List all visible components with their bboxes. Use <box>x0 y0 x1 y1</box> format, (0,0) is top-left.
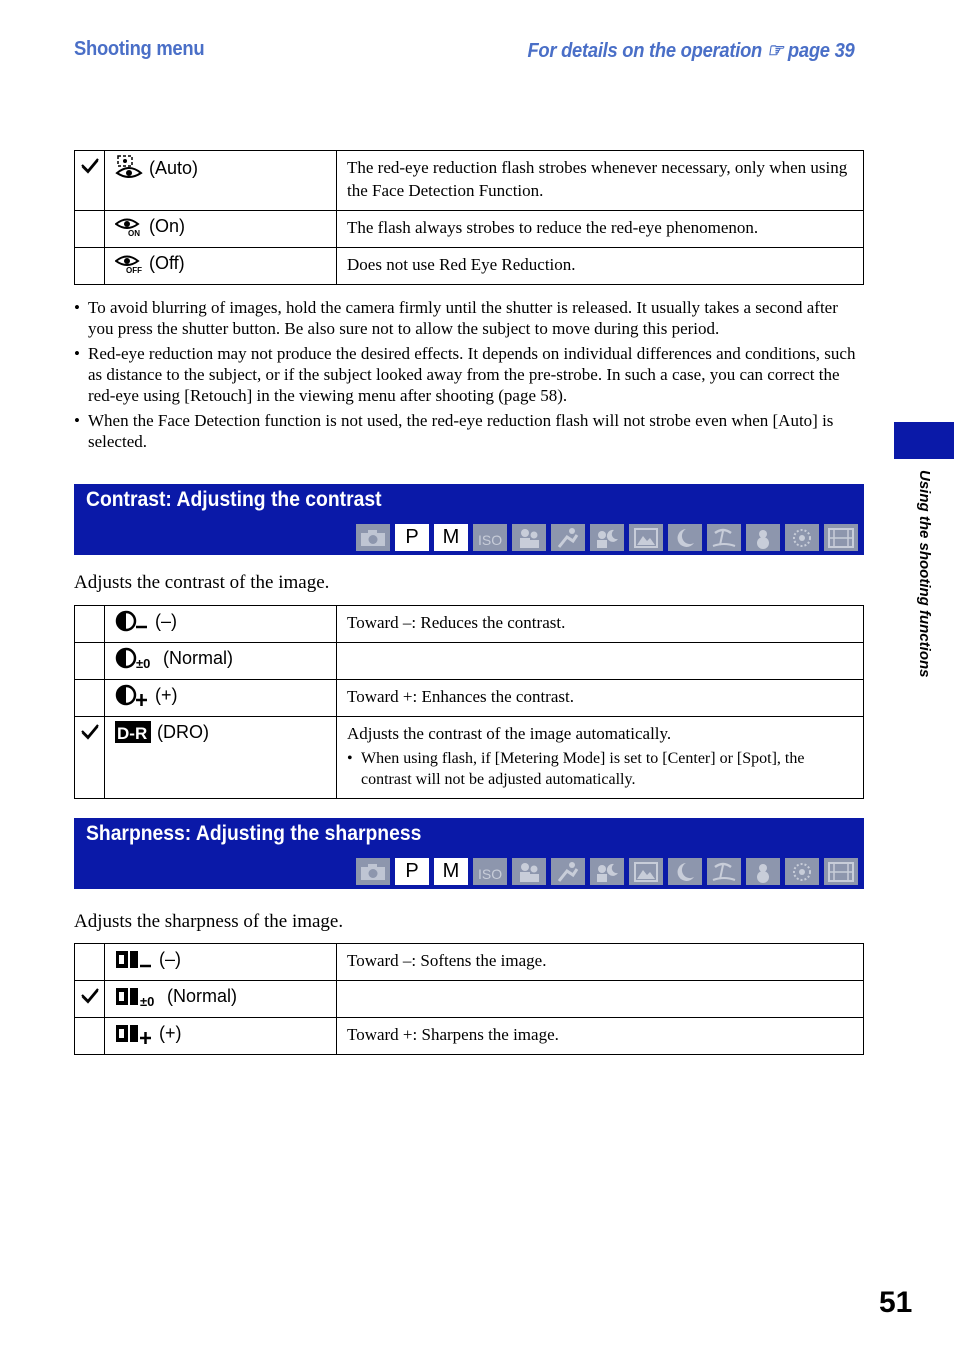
fireworks-icon <box>785 858 819 885</box>
option-label: (Normal) <box>163 648 233 668</box>
svg-text:ISO: ISO <box>478 865 503 882</box>
dro-icon <box>115 721 151 749</box>
contrast-intro: Adjusts the contrast of the image. <box>74 572 330 593</box>
program-mode-label: P <box>395 524 429 551</box>
manual-mode-label: M <box>434 858 468 885</box>
svg-text:±0: ±0 <box>140 994 155 1007</box>
details-page-link[interactable]: page 39 <box>788 40 855 62</box>
svg-text:OFF: OFF <box>126 266 142 274</box>
contrast-heading-band <box>74 484 864 555</box>
program-mode-label: P <box>395 858 429 885</box>
iso-icon <box>473 858 507 885</box>
table-row <box>75 717 864 799</box>
twilight-icon <box>668 524 702 551</box>
option-label: (+) <box>155 685 178 705</box>
default-check-cell <box>75 680 105 717</box>
red-eye-table <box>74 150 864 285</box>
table-row <box>75 1018 864 1055</box>
details-prefix: For details on the operation <box>527 40 763 62</box>
option-description: Toward +: Enhances the contrast. <box>337 680 864 717</box>
note-text: When the Face Detection function is not used, the red-eye reduction flash will not strobe even when [Auto] is selected. <box>88 411 834 451</box>
option-label-cell <box>105 680 337 717</box>
twilight-icon <box>668 858 702 885</box>
default-check-cell <box>75 1018 105 1055</box>
red-eye-auto-icon <box>115 155 143 185</box>
beach-icon <box>707 524 741 551</box>
option-label: (Normal) <box>167 986 237 1006</box>
beach-icon <box>707 858 741 885</box>
mode-availability-bar <box>356 858 858 885</box>
contrast-plus-icon <box>115 684 149 712</box>
option-description <box>337 643 864 680</box>
fireworks-icon <box>785 524 819 551</box>
svg-text:±0: ±0 <box>136 656 151 669</box>
option-label: (Auto) <box>149 158 199 178</box>
sharpness-plus-icon <box>115 1022 153 1050</box>
table-row <box>75 680 864 717</box>
red-eye-on-icon <box>115 215 143 243</box>
default-check-cell <box>75 606 105 643</box>
option-description: The red-eye reduction flash strobes whenever necessary, only when using the Face Detection Function. <box>337 151 864 211</box>
red-eye-off-icon <box>115 252 143 280</box>
contrast-minus-icon <box>115 610 149 638</box>
list-item: • To avoid blurring of images, hold the camera firmly until the shutter is released. It usually takes a second after you press the shutter button. Be also sure not to allow the subject to move during this period. <box>74 297 864 339</box>
default-check-cell <box>75 643 105 680</box>
sharpness-heading-band <box>74 818 864 889</box>
option-label: (–) <box>155 611 177 631</box>
dro-note-text: When using flash, if [Metering Mode] is set to [Center] or [Spot], the contrast will not be adjusted automatically. <box>361 750 805 788</box>
svg-text:D-R: D-R <box>117 724 148 743</box>
option-label-cell <box>105 981 337 1018</box>
sharpness-title: Sharpness: Adjusting the sharpness <box>86 822 422 845</box>
option-description: Toward +: Sharpens the image. <box>337 1018 864 1055</box>
check-mark-icon <box>80 157 100 181</box>
option-label-cell <box>105 151 337 211</box>
default-check-cell <box>75 981 105 1018</box>
option-label-cell <box>105 211 337 248</box>
landscape-icon <box>629 524 663 551</box>
option-description: Does not use Red Eye Reduction. <box>337 248 864 285</box>
option-label-cell <box>105 643 337 680</box>
mode-availability-bar <box>356 524 858 551</box>
iso-icon <box>473 524 507 551</box>
table-row <box>75 606 864 643</box>
check-mark-icon <box>80 987 100 1011</box>
option-description: Toward –: Softens the image. <box>337 944 864 981</box>
table-row <box>75 248 864 285</box>
option-description <box>337 981 864 1018</box>
contrast-title: Contrast: Adjusting the contrast <box>86 488 382 511</box>
table-row <box>75 211 864 248</box>
note-text: To avoid blurring of images, hold the camera firmly until the shutter is released. It usually takes a second after you press the shutter button. Be also sure not to allow the subject to move during this period. <box>88 298 838 338</box>
sports-icon <box>551 524 585 551</box>
option-description: The flash always strobes to reduce the red-eye phenomenon. <box>337 211 864 248</box>
soft-snap-icon <box>512 524 546 551</box>
snow-icon <box>746 524 780 551</box>
sidebar-section-label: Using the shooting functions <box>916 470 933 678</box>
svg-text:ISO: ISO <box>478 531 503 548</box>
table-row <box>75 981 864 1018</box>
table-row <box>75 643 864 680</box>
svg-text:ON: ON <box>128 229 140 237</box>
table-row <box>75 944 864 981</box>
option-label-cell <box>105 944 337 981</box>
sharpness-table <box>74 943 864 1055</box>
manual-mode-label: M <box>434 524 468 551</box>
sharpness-normal-icon <box>115 985 161 1013</box>
table-row <box>75 151 864 211</box>
twilight-portrait-icon <box>590 858 624 885</box>
default-check-cell <box>75 211 105 248</box>
twilight-portrait-icon <box>590 524 624 551</box>
dro-description: Adjusts the contrast of the image automatically. <box>347 724 672 743</box>
default-check-cell <box>75 944 105 981</box>
contrast-table <box>74 605 864 799</box>
landscape-icon <box>629 858 663 885</box>
pointing-hand-icon: ☞ <box>767 40 784 62</box>
option-label: (–) <box>159 949 181 969</box>
default-check-cell <box>75 248 105 285</box>
section-tab <box>894 422 954 459</box>
note-text: Red-eye reduction may not produce the desired effects. It depends on individual differences and conditions, such as distance to the subject, or if the subject looked away from the pre-strobe. In such a case, you can correct the red-eye using [Retouch] in the viewing menu after shooting (page 58). <box>88 344 856 405</box>
snow-icon <box>746 858 780 885</box>
option-label: (Off) <box>149 253 185 273</box>
soft-snap-icon <box>512 858 546 885</box>
contrast-normal-icon <box>115 647 157 675</box>
sports-icon <box>551 858 585 885</box>
list-item: • Red-eye reduction may not produce the desired effects. It depends on individual differences and conditions, such as distance to the subject, or if the subject looked away from the pre-strobe. In such a case, you can correct the red-eye using [Retouch] in the viewing menu after shooting (page 58). <box>74 343 864 406</box>
dro-note: • When using flash, if [Metering Mode] is set to [Center] or [Spot], the contrast will not be adjusted automatically. <box>347 748 853 790</box>
option-label-cell <box>105 717 337 799</box>
movie-icon <box>824 524 858 551</box>
option-description <box>337 717 864 799</box>
list-item: • When the Face Detection function is not used, the red-eye reduction flash will not strobe even when [Auto] is selected. <box>74 410 864 452</box>
option-description: Toward –: Reduces the contrast. <box>337 606 864 643</box>
default-check-cell <box>75 151 105 211</box>
default-check-cell <box>75 717 105 799</box>
camera-auto-icon <box>356 858 390 885</box>
option-label: (+) <box>159 1023 182 1043</box>
sharpness-intro: Adjusts the sharpness of the image. <box>74 911 344 932</box>
section-title: Shooting menu <box>74 38 205 60</box>
option-label: (On) <box>149 216 185 236</box>
page-number: 51 <box>879 1286 913 1319</box>
camera-auto-icon <box>356 524 390 551</box>
notes-list <box>74 297 864 456</box>
sharpness-minus-icon <box>115 948 153 976</box>
option-label: (DRO) <box>157 722 209 742</box>
movie-icon <box>824 858 858 885</box>
details-reference <box>528 38 855 63</box>
option-label-cell <box>105 1018 337 1055</box>
check-mark-icon <box>80 723 100 747</box>
option-label-cell <box>105 606 337 643</box>
option-label-cell <box>105 248 337 285</box>
